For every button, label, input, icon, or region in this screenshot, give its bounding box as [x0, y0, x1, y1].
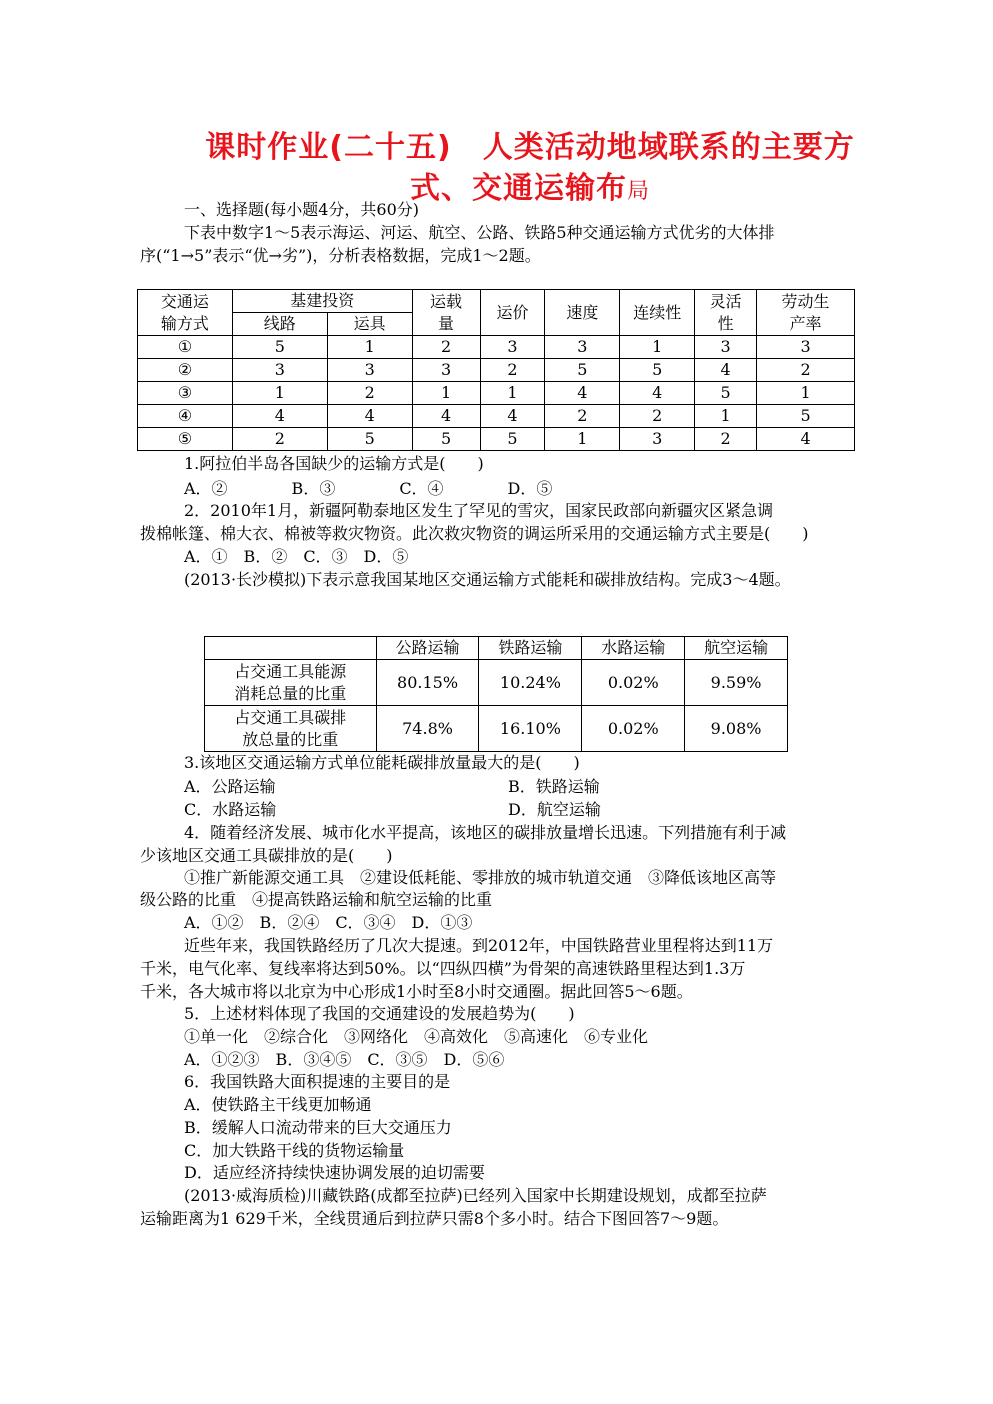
header-rail: 铁路运输 [479, 637, 582, 660]
header-road: 公路运输 [376, 637, 479, 660]
question-2: 2．2010年1月，新疆阿勒泰地区发生了罕见的雪灾，国家民政部向新疆灾区紧急调 [184, 501, 774, 520]
cell-value: 3 [695, 336, 757, 359]
cell-value: 1 [757, 382, 855, 405]
cell-value: 5 [545, 359, 620, 382]
question-5-options: A．①②③ B．③④⑤ C．③⑤ D．⑤⑥ [184, 1050, 505, 1069]
cell-value: 1 [412, 382, 480, 405]
cell-value: 9.59% [685, 660, 788, 706]
cell-value: 16.10% [479, 706, 582, 752]
cell-value: 4 [620, 382, 695, 405]
table-row [138, 382, 855, 405]
cell-value: 1 [327, 336, 412, 359]
cell-value: 3 [545, 336, 620, 359]
section-heading: 一、选择题(每小题4分，共60分) [184, 200, 420, 219]
row-label-energy: 占交通工具能源消耗总量的比重 [205, 660, 377, 706]
question-4-items-cont: 级公路的比重 ④提高铁路运输和航空运输的比重 [140, 890, 493, 909]
cell-value: 2 [480, 359, 545, 382]
cell-value: 5 [620, 359, 695, 382]
cell-value: 3 [620, 428, 695, 451]
title-line-2-main: 式、交通运输布 [409, 171, 627, 206]
cell-value: 74.8% [376, 706, 479, 752]
cell-value: 2 [232, 428, 327, 451]
row-label: ④ [138, 405, 233, 428]
cell-value: 3 [412, 359, 480, 382]
title-line-1: 课时作业(二十五) 人类活动地域联系的主要方 [205, 130, 855, 165]
material-5-6-cont: 千米，各大城市将以北京为中心形成1小时至8小时交通圈。据此回答5～6题。 [140, 982, 693, 1001]
cell-value: 0.02% [582, 660, 685, 706]
option-3b: B．铁路运输 [508, 777, 600, 796]
material-7-9: (2013·威海质检)川藏铁路(成都至拉萨)已经列入国家中长期建设规划，成都至拉萨 [184, 1186, 767, 1205]
header-air: 航空运输 [685, 637, 788, 660]
transport-ranking-table [137, 289, 855, 451]
cell-value: 2 [620, 405, 695, 428]
corner-cell [205, 637, 377, 660]
header-mode: 交通运 输方式 [138, 290, 233, 336]
cell-value: 80.15% [376, 660, 479, 706]
question-4-cont: 少该地区交通工具碳排放的是( ) [140, 846, 393, 865]
row-label-carbon: 占交通工具碳排放总量的比重 [205, 706, 377, 752]
energy-carbon-table [204, 636, 788, 752]
cell-value: 9.08% [685, 706, 788, 752]
material-5-6: 近些年来，我国铁路经历了几次大提速。到2012年，中国铁路营业里程将达到11万 [184, 936, 774, 955]
header-flexibility: 灵活 性 [695, 290, 757, 336]
cell-value: 5 [232, 336, 327, 359]
option-6d: D．适应经济持续快速协调发展的迫切需要 [184, 1163, 485, 1182]
cell-value: 2 [757, 359, 855, 382]
question-1-options: A．② B．③ C．④ D．⑤ [184, 479, 553, 498]
question-5: 5．上述材料体现了我国的交通建设的发展趋势为( ) [184, 1004, 575, 1023]
question-2-cont: 拨棉帐篷、棉大衣、棉被等救灾物资。此次救灾物资的调运所采用的交通运输方式主要是( ) [140, 524, 809, 543]
title-line-2-tail: 局 [626, 179, 650, 204]
header-productivity: 劳动生 产率 [757, 290, 855, 336]
cell-value: 1 [545, 428, 620, 451]
cell-value: 10.24% [479, 660, 582, 706]
cell-value: 4 [480, 405, 545, 428]
header-investment: 基建投资 [232, 290, 412, 313]
cell-value: 3 [327, 359, 412, 382]
cell-value: 2 [545, 405, 620, 428]
material-5-6-cont: 千米，电气化率、复线率将达到50%。以“四纵四横”为骨架的高速铁路里程达到1.3万 [140, 959, 746, 978]
question-3: 3.该地区交通运输方式单位能耗碳排放量最大的是( ) [184, 753, 580, 772]
table-row [138, 428, 855, 451]
row-label: ② [138, 359, 233, 382]
cell-value: 0.02% [582, 706, 685, 752]
cell-value: 4 [232, 405, 327, 428]
material-7-9-cont: 运输距离为1 629千米，全线贯通后到拉萨只需8个多小时。结合下图回答7～9题。 [140, 1209, 729, 1228]
question-4: 4．随着经济发展、城市化水平提高，该地区的碳排放量增长迅速。下列措施有利于减 [184, 823, 787, 842]
cell-value: 1 [480, 382, 545, 405]
header-vehicle: 运具 [327, 313, 412, 336]
cell-value: 2 [412, 336, 480, 359]
cell-value: 4 [695, 359, 757, 382]
table-row [138, 359, 855, 382]
question-4-options: A．①② B．②④ C．③④ D．①③ [184, 913, 473, 932]
cell-value: 5 [327, 428, 412, 451]
cell-value: 5 [757, 405, 855, 428]
cell-value: 5 [480, 428, 545, 451]
header-continuity: 连续性 [620, 290, 695, 336]
cell-value: 5 [412, 428, 480, 451]
header-price: 运价 [480, 290, 545, 336]
option-3a: A．公路运输 [184, 777, 276, 796]
question-6: 6．我国铁路大面积提速的主要目的是 [184, 1072, 451, 1091]
table1-body [138, 336, 855, 451]
option-6b: B．缓解人口流动带来的巨大交通压力 [184, 1118, 452, 1137]
cell-value: 3 [757, 336, 855, 359]
question-2-options: A．① B．② C．③ D．⑤ [184, 547, 409, 566]
cell-value: 1 [695, 405, 757, 428]
question-1: 1.阿拉伯半岛各国缺少的运输方式是( ) [184, 454, 484, 473]
table-row [138, 336, 855, 359]
question-4-items: ①推广新能源交通工具 ②建设低耗能、零排放的城市轨道交通 ③降低该地区高等 [184, 868, 777, 887]
header-volume: 运载 量 [412, 290, 480, 336]
option-6a: A．使铁路主干线更加畅通 [184, 1095, 372, 1114]
header-water: 水路运输 [582, 637, 685, 660]
header-line: 线路 [232, 313, 327, 336]
option-3c: C．水路运输 [184, 800, 277, 819]
cell-value: 3 [480, 336, 545, 359]
cell-value: 2 [327, 382, 412, 405]
cell-value: 1 [620, 336, 695, 359]
option-3d: D．航空运输 [508, 800, 601, 819]
cell-value: 3 [232, 359, 327, 382]
cell-value: 4 [327, 405, 412, 428]
cell-value: 4 [545, 382, 620, 405]
header-speed: 速度 [545, 290, 620, 336]
row-label: ① [138, 336, 233, 359]
table-row [138, 405, 855, 428]
intro-line: 下表中数字1～5表示海运、河运、航空、公路、铁路5种交通运输方式优劣的大体排 [184, 223, 775, 242]
row-label: ③ [138, 382, 233, 405]
material-intro-3-4: (2013·长沙模拟)下表示意我国某地区交通运输方式能耗和碳排放结构。完成3～4题。 [184, 570, 791, 589]
cell-value: 4 [412, 405, 480, 428]
cell-value: 2 [695, 428, 757, 451]
question-5-items: ①单一化 ②综合化 ③网络化 ④高效化 ⑤高速化 ⑥专业化 [184, 1027, 649, 1046]
cell-value: 5 [695, 382, 757, 405]
cell-value: 4 [757, 428, 855, 451]
cell-value: 1 [232, 382, 327, 405]
row-label: ⑤ [138, 428, 233, 451]
option-6c: C．加大铁路干线的货物运输量 [184, 1141, 405, 1160]
intro-line: 序(“1→5”表示“优→劣”)，分析表格数据，完成1～2题。 [140, 246, 541, 265]
